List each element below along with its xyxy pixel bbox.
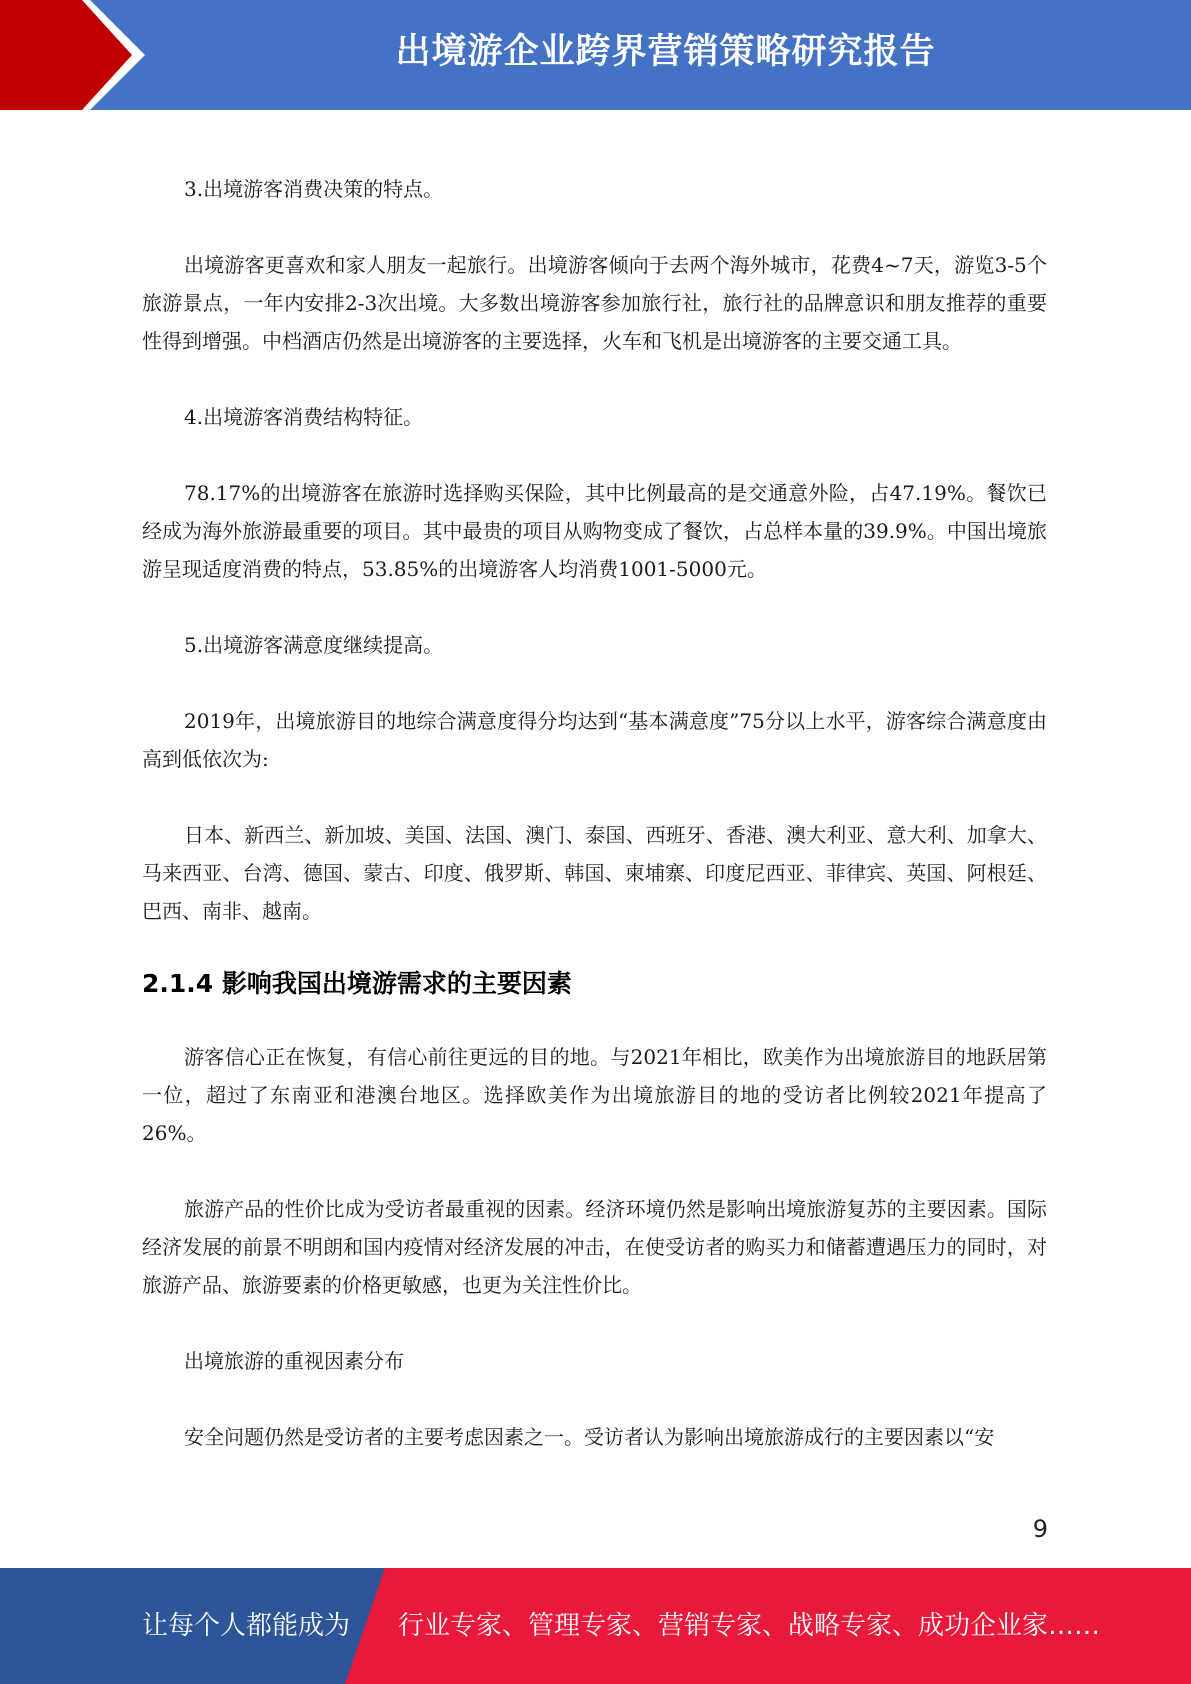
- red-chevron-decoration: [0, 0, 160, 110]
- subsection-4-title: 4.出境游客消费结构特征。: [184, 405, 424, 429]
- paragraph-country-ranking: 日本、新西兰、新加坡、美国、法国、澳门、泰国、西班牙、香港、澳大利亚、意大利、加拿大、马来西亚、台湾、德国、蒙古、印度、俄罗斯、韩国、柬埔寨、印度尼西亚、菲律宾、英国、阿根廷、巴西、南非、越南。: [142, 823, 1047, 923]
- footer-slogan-left: 让每个人都能成为: [142, 1611, 351, 1641]
- paragraph-consumption-structure: 78.17%的出境游客在旅游时选择购买保险，其中比例最高的是交通意外险，占47.19%。餐饮已经成为海外旅游最重要的项目。其中最贵的项目从购物变成了餐饮，占总样本量的39.9%。中国出境旅游呈现适度消费的特点，53.85%的出境游客人均消费1001-5000元。: [142, 481, 1047, 581]
- paragraph-factor-distribution: 出境旅游的重视因素分布: [184, 1349, 404, 1373]
- page-body: [142, 170, 1047, 1456]
- report-title: 出境游企业跨界营销策略研究报告: [395, 32, 936, 72]
- page-header: [0, 0, 1191, 110]
- paragraph-value-for-money: 旅游产品的性价比成为受访者最重视的因素。经济环境仍然是影响出境旅游复苏的主要因素。国际经济发展的前景不明朗和国内疫情对经济发展的冲击，在使受访者的购买力和储蓄遭遇压力的同时，对旅游产品、旅游要素的价格更敏感，也更为关注性价比。: [142, 1197, 1047, 1297]
- subsection-5-title: 5.出境游客满意度继续提高。: [184, 633, 444, 657]
- paragraph-confidence: 游客信心正在恢复，有信心前往更远的目的地。与2021年相比，欧美作为出境旅游目的地跃居第一位，超过了东南亚和港澳台地区。选择欧美作为出境旅游目的地的受访者比例较2021年提高了26%。: [142, 1045, 1047, 1145]
- page-footer: [0, 1568, 1191, 1684]
- section-heading-2-1-4: 2.1.4 影响我国出境游需求的主要因素: [142, 969, 572, 998]
- paragraph-safety: 安全问题仍然是受访者的主要考虑因素之一。受访者认为影响出境旅游成行的主要因素以“安: [184, 1425, 995, 1449]
- paragraph-satisfaction: 2019年，出境旅游目的地综合满意度得分均达到“基本满意度”75分以上水平，游客综合满意度由高到低依次为:: [142, 709, 1047, 771]
- page-number: 9: [1032, 1515, 1048, 1543]
- subsection-3-title: 3.出境游客消费决策的特点。: [184, 177, 444, 201]
- paragraph-decision-traits: 出境游客更喜欢和家人朋友一起旅行。出境游客倾向于去两个海外城市，花费4~7天，游览3-5个旅游景点，一年内安排2-3次出境。大多数出境游客参加旅行社，旅行社的品牌意识和朋友推荐的重要性得到增强。中档酒店仍然是出境游客的主要选择，火车和飞机是出境游客的主要交通工具。: [142, 253, 1047, 353]
- footer-slogan-right: 行业专家、管理专家、营销专家、战略专家、成功企业家……: [398, 1611, 1101, 1641]
